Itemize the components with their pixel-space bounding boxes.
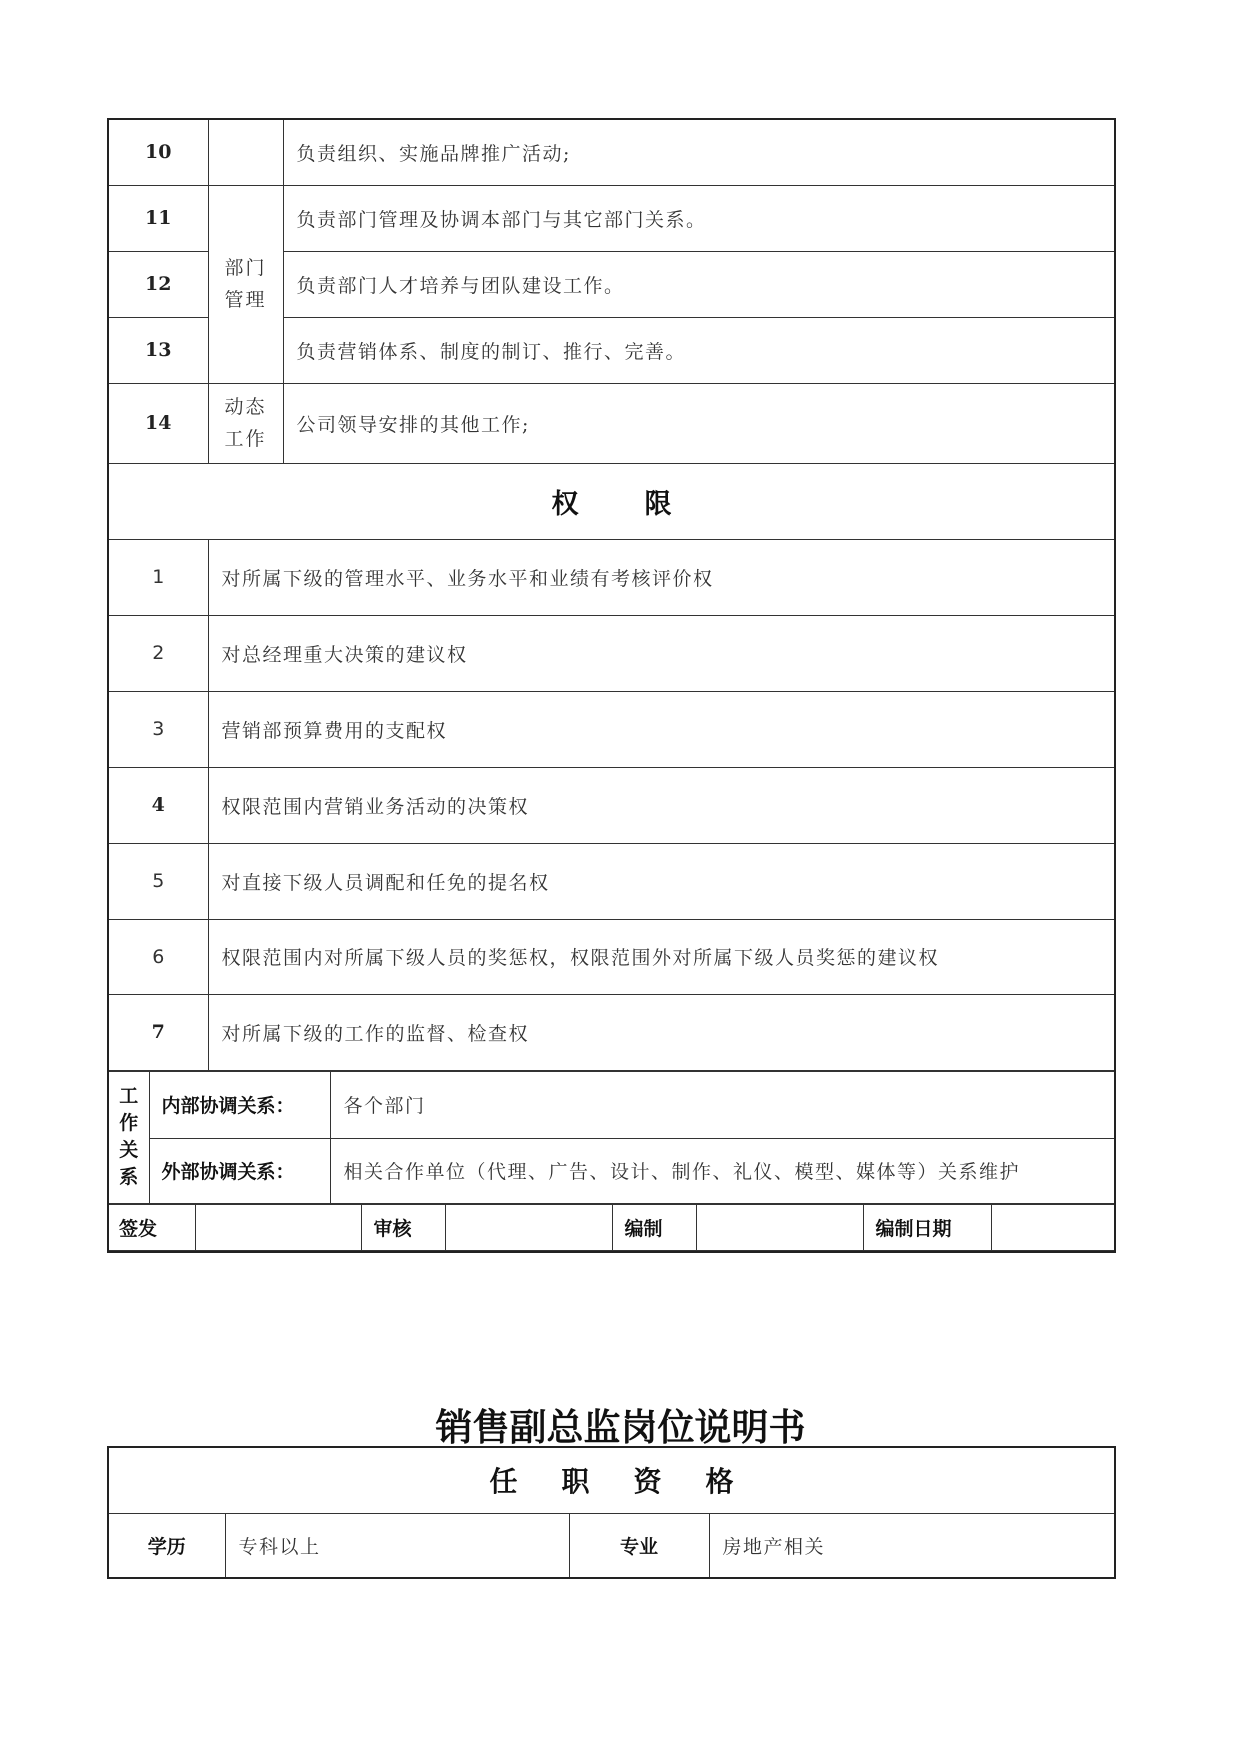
major-label: 专业 <box>569 1513 709 1578</box>
authority-row <box>108 767 1115 843</box>
duty-number: 10 <box>108 119 208 185</box>
category-line: 动态 <box>224 396 267 418</box>
authority-text: 营销部预算费用的支配权 <box>208 691 1115 767</box>
authority-text: 权限范围内对所属下级人员的奖惩权，权限范围外对所属下级人员奖惩的建议权 <box>208 919 1115 994</box>
authority-row <box>108 691 1115 767</box>
authority-number: 4 <box>108 767 208 843</box>
duty-text: 负责营销体系、制度的制订、推行、完善。 <box>283 317 1115 383</box>
duty-category-dynamic <box>208 383 283 463</box>
job-description-table <box>107 118 1116 1253</box>
authority-text: 对所属下级的管理水平、业务水平和业绩有考核评价权 <box>208 539 1115 615</box>
review-field[interactable] <box>445 1204 612 1250</box>
qualifications-title: 任职资格 <box>108 1447 1115 1513</box>
qualifications-header-row <box>108 1447 1115 1513</box>
qualifications-table <box>107 1446 1116 1579</box>
duty-number: 11 <box>108 185 208 251</box>
authority-text: 对直接下级人员调配和任免的提名权 <box>208 843 1115 919</box>
authority-row <box>108 615 1115 691</box>
external-relations-value: 相关合作单位（代理、广告、设计、制作、礼仪、模型、媒体等）关系维护 <box>330 1138 1116 1203</box>
issue-field[interactable] <box>195 1204 361 1250</box>
authority-text: 对所属下级的工作的监督、检查权 <box>208 994 1115 1070</box>
internal-relations-value: 各个部门 <box>330 1071 1116 1138</box>
duty-row <box>108 383 1115 463</box>
duty-number: 12 <box>108 251 208 317</box>
authority-number: 3 <box>108 691 208 767</box>
authority-row <box>108 539 1115 615</box>
authority-number: 7 <box>108 994 208 1070</box>
prepare-label: 编制 <box>612 1204 696 1250</box>
external-relations-label: 外部协调关系： <box>149 1138 330 1203</box>
major-value: 房地产相关 <box>709 1513 1115 1578</box>
authority-header-row <box>108 463 1115 539</box>
qualifications-row <box>108 1513 1115 1578</box>
authority-title: 权限 <box>108 463 1115 539</box>
issue-label: 签发 <box>109 1204 195 1250</box>
internal-relations-label: 内部协调关系： <box>149 1071 330 1138</box>
duty-number: 13 <box>108 317 208 383</box>
duty-category-empty <box>208 119 283 185</box>
prepare-field[interactable] <box>696 1204 863 1250</box>
category-line: 工作 <box>224 428 267 450</box>
duty-row <box>108 119 1115 185</box>
prepare-date-field[interactable] <box>991 1204 1116 1250</box>
authority-number: 5 <box>108 843 208 919</box>
signoff-row <box>108 1204 1115 1252</box>
authority-number: 1 <box>108 539 208 615</box>
duty-number: 14 <box>108 383 208 463</box>
category-line: 部门 <box>224 257 267 279</box>
document-title: 销售副总监岗位说明书 <box>435 1406 806 1449</box>
education-value: 专科以上 <box>225 1513 569 1578</box>
authority-number: 2 <box>108 615 208 691</box>
duty-row <box>108 185 1115 251</box>
authority-row <box>108 994 1115 1070</box>
authority-row <box>108 919 1115 994</box>
duty-text: 公司领导安排的其他工作; <box>283 383 1115 463</box>
category-line: 管理 <box>224 289 267 311</box>
prepare-date-label: 编制日期 <box>863 1204 991 1250</box>
signoff-table <box>109 1204 1116 1251</box>
duty-text: 负责组织、实施品牌推广活动; <box>283 119 1115 185</box>
duty-text: 负责部门管理及协调本部门与其它部门关系。 <box>283 185 1115 251</box>
authority-text: 对总经理重大决策的建议权 <box>208 615 1115 691</box>
authority-number: 6 <box>108 919 208 994</box>
duty-text: 负责部门人才培养与团队建设工作。 <box>283 251 1115 317</box>
review-label: 审核 <box>361 1204 445 1250</box>
authority-text: 权限范围内营销业务活动的决策权 <box>208 767 1115 843</box>
work-relations-label: 工 作 关 系 <box>109 1071 149 1203</box>
duty-category-dept-mgmt <box>208 185 283 383</box>
authority-row <box>108 843 1115 919</box>
work-relations-table <box>109 1071 1116 1204</box>
education-label: 学历 <box>108 1513 225 1578</box>
work-relations-row <box>108 1070 1115 1204</box>
